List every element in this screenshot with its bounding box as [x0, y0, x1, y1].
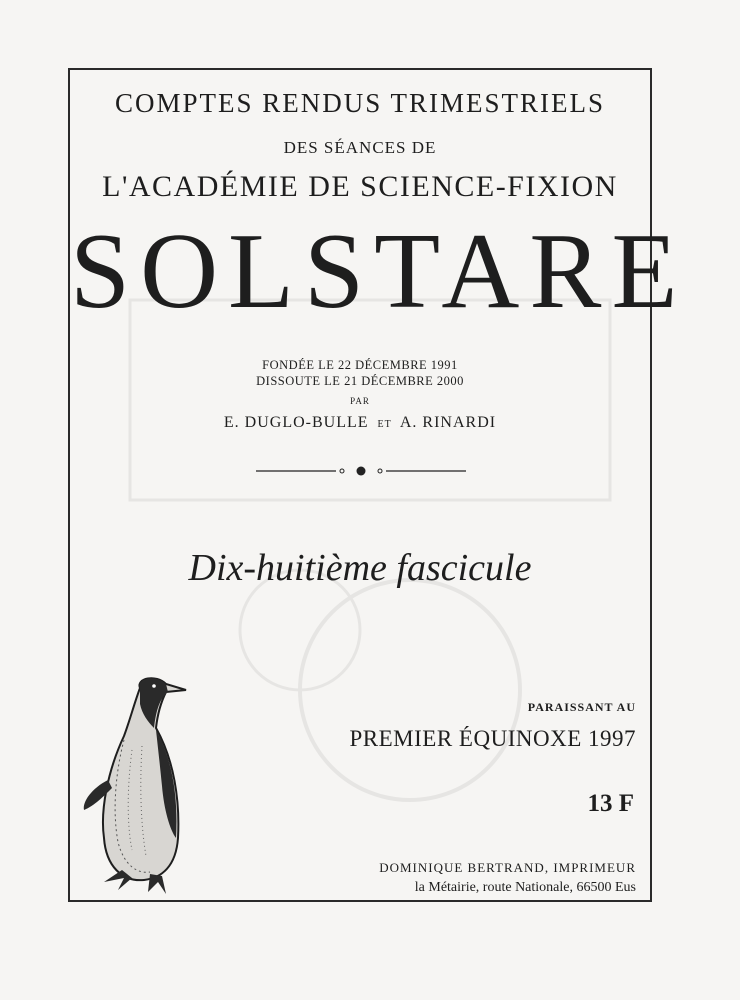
header-line-3: L'ACADÉMIE DE SCIENCE-FIXION [102, 170, 618, 203]
publication-date: PREMIER ÉQUINOXE 1997 [349, 726, 636, 751]
fascicule-title: Dix-huitième fascicule [188, 547, 532, 589]
founded-date: FONDÉE LE 22 DÉCEMBRE 1991 [262, 358, 458, 372]
author-1: E. DUGLO-BULLE [223, 414, 369, 431]
header-line-2: DES SÉANCES DE [283, 138, 437, 157]
printer-name: DOMINIQUE BERTRAND, IMPRIMEUR [379, 860, 636, 875]
printer-address: la Métairie, route Nationale, 66500 Eus [414, 880, 636, 895]
journal-title: SOLSTARE [70, 212, 688, 331]
dissolved-date: DISSOUTE LE 21 DÉCEMBRE 2000 [256, 374, 464, 388]
ornament-rule [256, 463, 466, 479]
byline-et: ET [377, 419, 392, 430]
author-2: A. RINARDI [399, 414, 497, 431]
penguin-engraving [78, 670, 188, 900]
header-line-1: COMPTES RENDUS TRIMESTRIELS [114, 88, 606, 118]
publication-label: PARAISSANT AU [527, 700, 636, 714]
authors [70, 414, 650, 432]
cover-frame [68, 68, 688, 902]
byline-par: PAR [350, 396, 370, 406]
price: 13 F [587, 790, 634, 817]
